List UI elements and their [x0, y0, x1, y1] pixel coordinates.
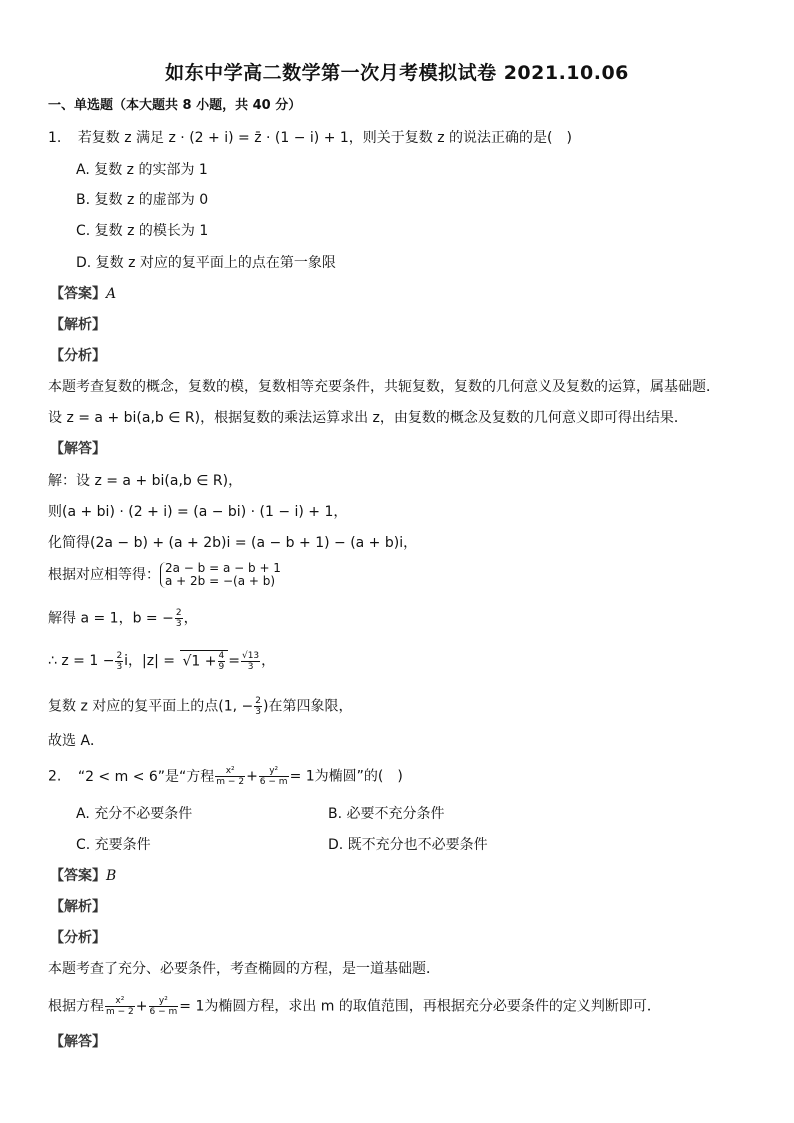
question-stem: 若复数 z 满足 z · (2 + i) = z̄ · (1 − i) + 1，则关于复数 z 的说法正确的是( )	[77, 130, 572, 146]
fenxi-text: 根据方程 $\frac{\text{x²}}{m - 2}$ + $\frac{\text{y²}}{6 - m}$ = 1为椭圆方程，求出 m 的取值范围，再根据充分必要条件的定义判断即可．	[48, 996, 661, 1017]
solution-line: 复数 z 对应的复平面上的点(1, − $\frac{2}{3}$ )在第四象限，	[48, 696, 353, 717]
fenxi-label: 【分析】	[50, 930, 106, 946]
fenxi-label: 【分析】	[50, 348, 106, 364]
fraction: $\frac{2}{3}$	[175, 608, 182, 629]
solution-line: 解：设 z = a + bi(a,b ∈ R)，	[48, 473, 243, 489]
fenxi-text: 本题考查了充分、必要条件，考查椭圆的方程，是一道基础题．	[48, 961, 440, 977]
answer-label: 【答案】	[50, 286, 106, 302]
fraction: $\frac{\text{x²}}{m - 2}$	[216, 766, 245, 787]
jieda-label: 【解答】	[50, 441, 106, 457]
answer-value: B	[106, 868, 117, 884]
solution-text: 根据对应相等得：	[48, 567, 160, 583]
solution-line: 故选 A．	[48, 733, 105, 749]
option-b: B. 复数 z 的虚部为 0	[76, 192, 209, 208]
section-heading: 一、单选题（本大题共 8 小题，共 40 分）	[48, 98, 302, 113]
option-a: A. 复数 z 的实部为 1	[76, 162, 208, 178]
equation: 2a − b = a − b + 1	[165, 561, 281, 575]
option-a: A. 充分不必要条件	[76, 806, 193, 822]
fraction: $\frac{\text{x²}}{m - 2}$	[106, 996, 134, 1017]
solution-line: 解得 a = 1，b = − $\frac{2}{3}$ ，	[48, 608, 198, 629]
option-d: D. 既不充分也不必要条件	[328, 837, 488, 853]
answer-line	[50, 285, 116, 303]
option-b: B. 必要不充分条件	[328, 806, 445, 822]
answer-value: A	[106, 286, 117, 302]
solution-line: ∴ z = 1 − $\frac{2}{3}$ i，|z| = √1 + $\frac{4}{9}$ = $\frac{√13}{3}$ ，	[48, 650, 276, 672]
square-root: √1 + $\frac{4}{9}$	[180, 650, 228, 672]
option-c: C. 复数 z 的模长为 1	[76, 223, 209, 239]
equation: a + 2b = −(a + b)	[165, 574, 276, 588]
answer-line	[50, 867, 116, 885]
question-number: 2.	[48, 768, 62, 785]
fraction: $\frac{\text{y²}}{6 - m}$	[149, 996, 178, 1017]
fraction: $\frac{√13}{3}$	[241, 650, 260, 672]
solution-line: 化简得(2a − b) + (a + 2b)i = (a − b + 1) − (a + b)i，	[48, 535, 418, 551]
analysis-label: 【解析】	[50, 317, 106, 333]
fenxi-text: 本题考查复数的概念，复数的模，复数相等充要条件，共轭复数，复数的几何意义及复数的运算，属基础题．	[48, 379, 720, 395]
solution-system-line	[48, 562, 281, 588]
question-2: 2. “2 < m < 6”是“方程 $\frac{\text{x²}}{m - 2}$ + $\frac{\text{y²}}{6 - m}$ = 1为椭圆”的( )	[48, 766, 403, 787]
option-c: C. 充要条件	[76, 837, 151, 853]
jieda-label: 【解答】	[50, 1034, 106, 1050]
question-1	[48, 129, 572, 147]
answer-label: 【答案】	[50, 868, 106, 884]
fenxi-text: 设 z = a + bi(a,b ∈ R)，根据复数的乘法运算求出 z，由复数的概念及复数的几何意义即可得出结果．	[48, 410, 688, 426]
option-d: D. 复数 z 对应的复平面上的点在第一象限	[76, 255, 336, 271]
equation-system	[160, 562, 281, 588]
solution-line: 则(a + bi) · (2 + i) = (a − bi) · (1 − i) + 1，	[48, 504, 348, 520]
fraction: $\frac{\text{y²}}{6 - m}$	[259, 766, 288, 787]
fraction: $\frac{2}{3}$	[116, 650, 123, 672]
solution-text: 解得 a = 1，b = −	[48, 610, 174, 627]
question-number: 1.	[48, 130, 62, 146]
fraction: $\frac{2}{3}$	[255, 696, 261, 717]
page-title: 如东中学高二数学第一次月考模拟试卷 2021.10.06	[165, 62, 629, 84]
analysis-label: 【解析】	[50, 899, 106, 915]
